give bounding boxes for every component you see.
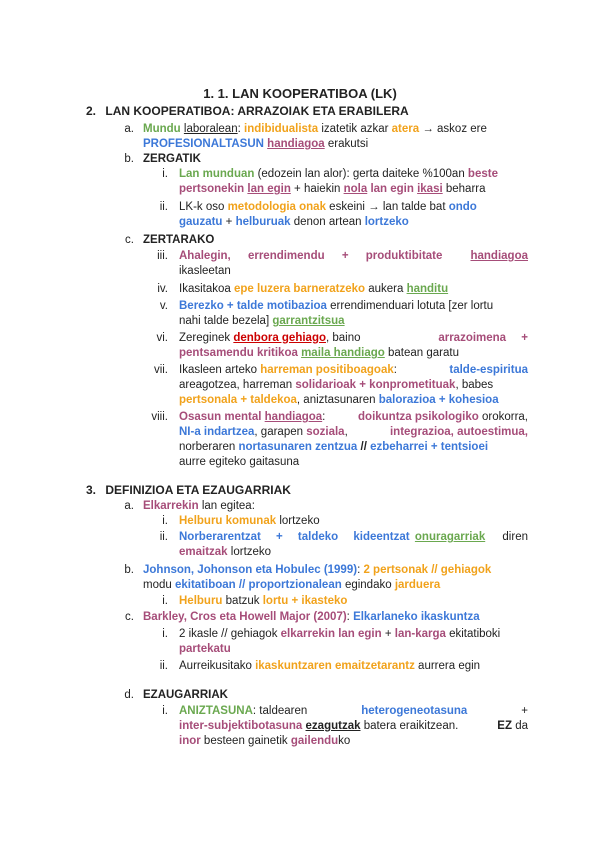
text-run: eskeini → lan talde bat xyxy=(325,201,449,213)
list-marker: ii. xyxy=(159,201,168,213)
text-run: Berezko + talde motibazioa xyxy=(179,300,327,312)
section-number: 3. xyxy=(86,483,97,497)
text-run: metodologia onak xyxy=(227,201,326,213)
text-run: balorazioa + kohesioa xyxy=(378,394,499,406)
text-run: emaitzak xyxy=(179,546,228,558)
list-marker: a. xyxy=(124,123,134,135)
text-run: Helburu komunak xyxy=(179,515,277,527)
text-run: beste xyxy=(467,168,498,180)
text-run: Barkley, Cros eta Howell Major (2007) xyxy=(143,611,347,623)
list-item-2c-viii-line1 xyxy=(179,410,528,425)
text-run: pertsonala + taldekoa xyxy=(179,394,297,406)
list-marker: i. xyxy=(162,705,168,717)
list-item-2b-ii-line2 xyxy=(179,215,409,230)
list-item-3c xyxy=(143,610,480,625)
text-run: atera xyxy=(391,123,420,135)
list-item-2c-iii-line1 xyxy=(179,249,528,264)
text-run: handitu xyxy=(406,283,449,295)
section-3-heading xyxy=(86,483,291,498)
text-run: diren xyxy=(499,531,528,543)
text-run: lan egitea: xyxy=(198,500,255,512)
text-run: ikaskuntzaren emaitzetarantz xyxy=(255,660,415,672)
text-run: areagotzea, harreman xyxy=(179,379,296,391)
text-run: norberaren xyxy=(179,441,239,453)
section-number: 2. xyxy=(86,104,97,118)
text-run: : xyxy=(346,611,354,623)
text-run: integrazioa, autoestimua, xyxy=(389,426,528,438)
text-run: talde-espiritua xyxy=(449,364,528,376)
list-item-3b-i xyxy=(179,594,347,609)
text-run: 2 ikasle // gehiagok xyxy=(179,628,281,640)
text-run: da xyxy=(512,720,528,732)
text-run: besteen gainetik xyxy=(200,735,291,747)
text-run: + xyxy=(222,216,236,228)
text-run: elkarrekin lan egin xyxy=(280,628,382,640)
list-item-3a-ii-line2 xyxy=(179,545,271,560)
section-title: LAN KOOPERATIBOA: ARRAZOIAK ETA ERABILERA xyxy=(105,104,409,118)
text-run: laboralean xyxy=(183,123,238,135)
text-run: lan egin xyxy=(247,183,291,195)
text-run: Ikasitakoa xyxy=(179,283,234,295)
text-run: jarduera xyxy=(394,579,441,591)
section-title: DEFINIZIOA ETA EZAUGARRIAK xyxy=(105,483,291,497)
list-marker: c. xyxy=(125,234,134,246)
text-run: lortzeko xyxy=(364,216,409,228)
text-run: beharra xyxy=(442,183,486,195)
text-run: LK-k oso xyxy=(179,201,228,213)
text-run: Zereginek xyxy=(179,332,234,344)
text-run: + xyxy=(381,628,395,640)
list-marker: iv. xyxy=(157,283,168,295)
text-run: solidarioak + konprometituak xyxy=(295,379,456,391)
text-run: , babes xyxy=(455,379,494,391)
text-run: Ahalegin, errendimendu + produktibitate xyxy=(179,250,443,262)
list-marker: i. xyxy=(162,595,168,607)
text-run: : xyxy=(322,411,326,423)
list-item-2c-iv xyxy=(179,282,448,297)
text-run: Mundu xyxy=(143,123,181,135)
text-run: egindako xyxy=(341,579,395,591)
list-item-2c-v-line2 xyxy=(179,314,345,329)
list-marker: iii. xyxy=(157,250,168,262)
text-run: Aurreikusitako xyxy=(179,660,256,672)
text-run: ekitatiboan // proportzionalean xyxy=(174,579,342,591)
list-item-3b-line1 xyxy=(143,563,491,578)
list-item-3a xyxy=(143,499,255,514)
list-item-2b-i-line2 xyxy=(179,182,486,197)
text-run: + haiekin xyxy=(290,183,344,195)
text-run: , xyxy=(344,426,348,438)
list-item-2b-i-line1 xyxy=(179,167,498,182)
list-item-2c-viii-line3 xyxy=(179,440,488,455)
text-run: ezbeharrei + tentsioei xyxy=(370,441,489,453)
list-item-2a-line1 xyxy=(143,122,501,137)
text-run: heterogeneotasuna xyxy=(361,705,468,717)
text-run: denon artean xyxy=(290,216,365,228)
text-run: aurrera egin xyxy=(414,660,481,672)
text-run: Ikasleen arteko xyxy=(179,364,261,376)
text-run: gauzatu xyxy=(179,216,223,228)
text-run: izatetik azkar xyxy=(318,123,392,135)
list-marker: v. xyxy=(159,300,168,312)
text-run: erakutsi xyxy=(324,138,369,150)
list-marker: c. xyxy=(125,611,134,623)
text-run: lortzeko xyxy=(276,515,320,527)
text-run: arrazoimena + xyxy=(438,332,528,344)
list-marker: a. xyxy=(124,500,134,512)
text-run: : xyxy=(393,364,397,376)
text-run: aukera xyxy=(365,283,407,295)
text-run: partekatu xyxy=(179,643,231,655)
list-marker: vii. xyxy=(153,364,168,376)
list-item-2a-line2 xyxy=(143,137,368,152)
page-title: 1. 1. LAN KOOPERATIBOA (LK) xyxy=(203,86,397,101)
list-item-2c-vi-line1 xyxy=(179,331,528,346)
text-run: , garapen xyxy=(254,426,307,438)
list-item-3d-i-line2 xyxy=(179,719,528,734)
text-run: indibidualista xyxy=(244,123,319,135)
text-run: handiagoa xyxy=(267,138,325,150)
text-run: EZ xyxy=(497,720,512,732)
list-marker: ii. xyxy=(159,660,168,672)
text-run: harreman positiboagoak xyxy=(260,364,394,376)
text-run: (edozein lan alor): gerta daiteke %100an xyxy=(254,168,468,180)
text-run: : taldearen xyxy=(252,705,308,717)
text-run: pertsonekin xyxy=(179,183,245,195)
list-item-3d-i-line3 xyxy=(179,734,350,749)
text-run: inter-subjektibotasuna xyxy=(179,720,303,732)
list-item-2c-viii-line2 xyxy=(179,425,528,440)
text-run: orokorra, xyxy=(478,411,528,423)
text-run: + xyxy=(521,705,528,717)
subsection-label-zergatik: ZERGATIK xyxy=(143,153,201,165)
text-run: batzuk xyxy=(222,595,263,607)
list-marker: i. xyxy=(162,628,168,640)
text-run: lan egin xyxy=(370,183,414,195)
text-run: handiagoa xyxy=(264,411,323,423)
text-run: : xyxy=(237,123,241,135)
list-item-2c-iii-line2: ikasleetan xyxy=(179,265,231,277)
list-item-3c-ii xyxy=(179,659,480,674)
text-run: ezagutzak xyxy=(305,720,361,732)
list-item-3a-i xyxy=(179,514,320,529)
list-item-3d-i-line1 xyxy=(179,704,528,719)
text-run: doikuntza psikologiko xyxy=(358,411,479,423)
text-run: ondo xyxy=(448,201,477,213)
text-run: → askoz ere xyxy=(419,123,487,135)
text-run: nortasunaren zentzua xyxy=(238,441,358,453)
text-run: nahi talde bezela] xyxy=(179,315,273,327)
text-run: ko xyxy=(338,735,351,747)
list-item-2c-vi-line2 xyxy=(179,346,459,361)
text-run: handiagoa xyxy=(470,250,528,262)
text-run: Elkarlaneko ikaskuntza xyxy=(353,611,480,623)
text-run: modu xyxy=(143,579,175,591)
list-marker: d. xyxy=(124,689,134,701)
list-item-3c-i-line1 xyxy=(179,627,500,642)
text-run: ikasi xyxy=(417,183,443,195)
list-marker: b. xyxy=(124,564,134,576)
text-run: Elkarrekin xyxy=(143,500,199,512)
list-marker: viii. xyxy=(151,411,168,423)
text-run: inor xyxy=(179,735,201,747)
text-run: errendimenduari lotuta [zer lortu xyxy=(326,300,494,312)
text-run: Lan munduan xyxy=(179,168,255,180)
list-item-3b-line2 xyxy=(143,578,440,593)
list-marker: i. xyxy=(162,515,168,527)
text-run: Johnson, Johonson eta Hobulec (1999) xyxy=(143,564,358,576)
section-2-heading xyxy=(86,104,409,119)
text-run: lan-karga xyxy=(394,628,446,640)
list-item-2c-viii-line4: aurre egiteko gaitasuna xyxy=(179,456,300,468)
text-run: ekitatiboki xyxy=(445,628,501,640)
list-item-2c-vii-line1 xyxy=(179,363,528,378)
text-run: garrantzitsua xyxy=(272,315,345,327)
text-run: lortu + ikasteko xyxy=(262,595,348,607)
text-run: PROFESIONALTASUN xyxy=(143,138,264,150)
text-run: Osasun mental xyxy=(179,411,262,423)
text-run: gailendu xyxy=(290,735,339,747)
text-run: epe luzera barneratzeko xyxy=(233,283,366,295)
list-item-2b-ii-line1 xyxy=(179,200,477,215)
text-run: ANIZTASUNA xyxy=(179,705,253,717)
text-run: batean garatu xyxy=(384,347,459,359)
list-item-3a-ii-line1 xyxy=(179,530,528,545)
list-marker: b. xyxy=(124,153,134,165)
text-run: nola xyxy=(343,183,368,195)
text-run: helburuak xyxy=(235,216,291,228)
text-run: 2 pertsonak // gehiagok xyxy=(363,564,492,576)
text-run: soziala xyxy=(306,426,345,438)
text-run: Helburu xyxy=(179,595,223,607)
list-item-2c-vii-line3 xyxy=(179,393,499,408)
text-run: // xyxy=(357,441,371,453)
list-item-3c-i-line2 xyxy=(179,642,231,657)
list-marker: i. xyxy=(162,168,168,180)
text-run: onuragarriak xyxy=(414,531,486,543)
text-run: , aniztasunaren xyxy=(296,394,379,406)
list-item-2c-vii-line2 xyxy=(179,378,493,393)
text-run: NI-a indartzea xyxy=(179,426,255,438)
subsection-label-ezaugarriak: EZAUGARRIAK xyxy=(143,689,228,701)
text-run: : xyxy=(357,564,364,576)
text-run: lortzeko xyxy=(227,546,272,558)
text-run: Norberarentzat + taldeko kideentzat xyxy=(179,531,410,543)
list-marker: vi. xyxy=(156,332,168,344)
subsection-label-zertarako: ZERTARAKO xyxy=(143,234,215,246)
text-run: denbora gehiago xyxy=(233,332,326,344)
list-marker: ii. xyxy=(159,531,168,543)
text-run: pentsamendu kritikoa xyxy=(179,347,298,359)
text-run: maila handiago xyxy=(301,347,385,359)
list-item-2c-v-line1 xyxy=(179,299,493,314)
text-run: , baino xyxy=(326,332,361,344)
text-run: batera eraikitzean. xyxy=(360,720,459,732)
